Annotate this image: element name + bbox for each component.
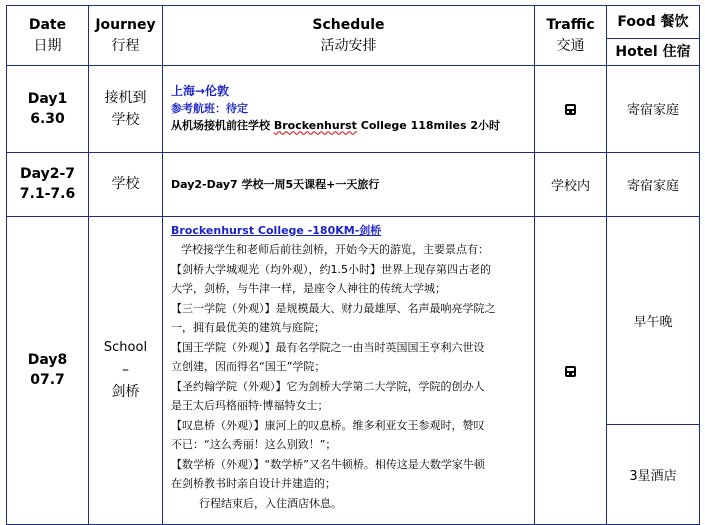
schedule-line: 【三一学院（外观）】是规模最大、财力最雄厚、名声最响亮学院之 <box>171 301 496 315</box>
flight-text: 参考航班：待定 <box>171 102 248 116</box>
header-date-en: Date <box>28 16 67 33</box>
schedule-line: 不已：“这么秀丽！这么别致！”； <box>171 438 337 452</box>
header-row <box>7 6 700 39</box>
accommodation-text: 寄宿家庭 <box>626 103 679 119</box>
day-label: Day2-7 <box>19 166 76 183</box>
schedule-line: 【圣约翰学院（外观）】它为剑桥大学第二大学院，学院的创办人 <box>171 379 485 393</box>
journey-line: School <box>103 340 148 356</box>
schedule-line: 在剑桥教书时亲自设计并建造的； <box>171 477 336 491</box>
schedule-closing: 行程结束后，入住酒店休息。 <box>199 496 342 510</box>
schedule-line: 大学，剑桥，与牛津一样，是座令人神往的传统大学城； <box>171 282 446 296</box>
day-date: 07.7 <box>30 372 65 389</box>
table-row <box>7 66 700 152</box>
traffic-text: 学校内 <box>550 178 590 194</box>
header-schedule-cn: 活动安排 <box>320 37 377 54</box>
journey-text: 学校 <box>111 176 140 193</box>
journey-line: 剑桥 <box>111 384 140 401</box>
table-row <box>7 216 700 424</box>
schedule-line: 一，拥有最优美的建筑与庭院； <box>171 321 325 335</box>
journey-cell <box>89 66 163 152</box>
header-date-cn: 日期 <box>33 37 62 54</box>
header-journey-cn: 行程 <box>111 37 140 54</box>
schedule-line: 【国王学院（外观）】最有名学院之一由当时英国国王亨利六世设 <box>171 340 485 354</box>
schedule-intro: 学校接学生和老师后前往剑桥，开始今天的游览，主要景点有： <box>181 243 489 257</box>
journey-cell <box>89 152 163 216</box>
header-journey-en: Journey <box>95 16 156 33</box>
day-label: Day8 <box>27 352 68 369</box>
journey-cell <box>89 216 163 524</box>
meals-cell <box>607 216 700 424</box>
header-food: Food 餐饮 <box>607 6 700 39</box>
schedule-line: 【叹息桥（外观）】康河上的叹息桥。维多利亚女王参观时，赞叹 <box>171 418 485 432</box>
header-journey <box>89 6 163 66</box>
header-hotel: Hotel 住宿 <box>607 39 700 66</box>
schedule-cell <box>163 152 535 216</box>
accommodation-text: 寄宿家庭 <box>626 178 679 194</box>
day-cell <box>7 66 89 152</box>
schedule-line: 是王太后玛格丽特·博福特女士； <box>171 399 329 413</box>
journey-line: – <box>122 362 129 379</box>
accommodation-cell <box>607 152 700 216</box>
schedule-cell <box>163 216 535 524</box>
journey-line: 接机到 <box>104 89 147 106</box>
header-traffic-en: Traffic <box>546 16 595 33</box>
hotel-cell <box>607 424 700 524</box>
accommodation-cell <box>607 66 700 152</box>
day-date: 7.1-7.6 <box>19 186 76 203</box>
meals-text: 早午晚 <box>633 314 673 330</box>
day-label: Day1 <box>27 90 68 107</box>
traffic-cell <box>535 66 607 152</box>
schedule-line: 立创建，因而得名“国王”学院； <box>171 360 326 374</box>
table-row <box>7 152 700 216</box>
itinerary-table <box>6 5 700 525</box>
header-traffic-cn: 交通 <box>556 37 585 54</box>
traffic-cell <box>535 152 607 216</box>
transfer-text: 从机场接机前往学校 Brockenhurst College 118miles 2小时 <box>171 119 501 133</box>
header-schedule <box>163 6 535 66</box>
route-text: 上海→伦敦 <box>171 84 230 99</box>
schedule-title: Brockenhurst College -180KM-剑桥 <box>171 223 382 237</box>
day-cell <box>7 152 89 216</box>
header-schedule-en: Schedule <box>312 16 385 33</box>
day-date: 6.30 <box>30 110 65 127</box>
schedule-cell <box>163 66 535 152</box>
day-cell <box>7 216 89 524</box>
schedule-text: Day2-Day7 学校一周5天课程+一天旅行 <box>171 177 380 191</box>
bus-icon <box>565 104 576 115</box>
bus-icon <box>565 366 576 377</box>
hotel-text: 3星酒店 <box>629 468 677 484</box>
schedule-line: 【数学桥（外观）】“数学桥”又名牛顿桥。相传这是大数学家牛顿 <box>171 457 485 471</box>
journey-line: 学校 <box>111 111 140 128</box>
header-date <box>7 6 89 66</box>
traffic-cell <box>535 216 607 524</box>
schedule-line: 【剑桥大学城观光（均外观），约1.5小时】世界上现存第四古老的 <box>171 262 491 276</box>
header-traffic <box>535 6 607 66</box>
